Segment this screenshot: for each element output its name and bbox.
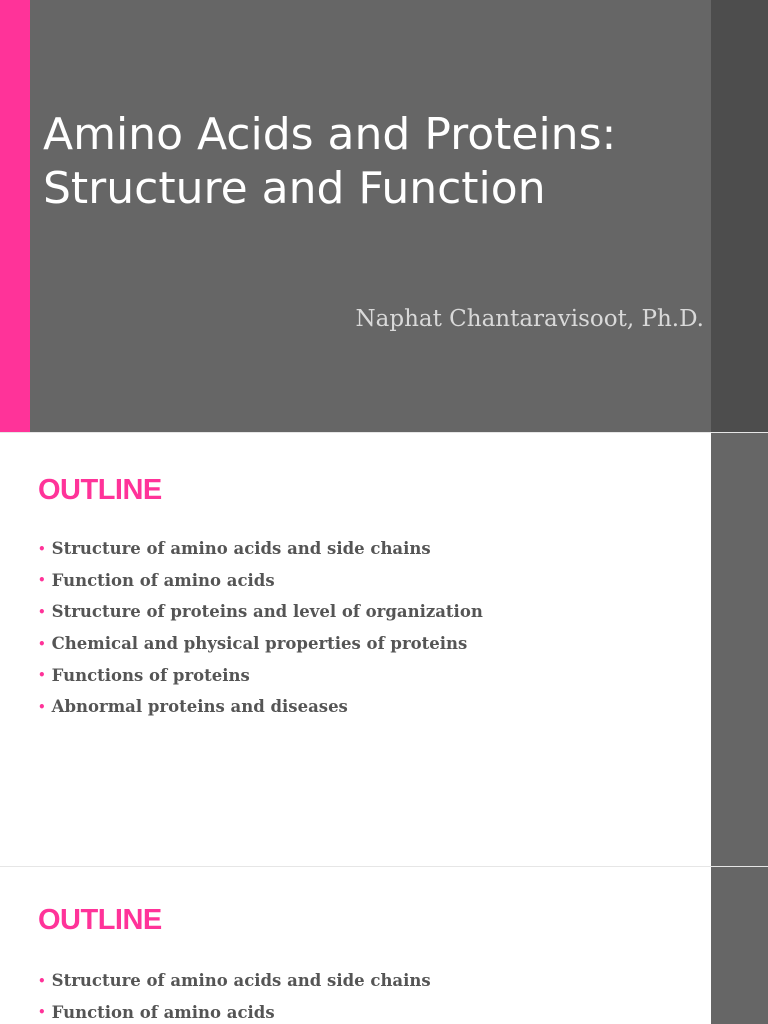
list-item-text: Structure of proteins and level of organization — [51, 602, 483, 622]
bullet-icon: • — [38, 1005, 46, 1020]
outline-list — [38, 533, 483, 723]
accent-bar — [0, 0, 30, 432]
list-item — [38, 565, 483, 597]
list-item-text: Function of amino acids — [51, 1002, 275, 1022]
list-item-text: Function of amino acids — [51, 570, 275, 590]
author-name: Naphat Chantaravisoot, Ph.D. — [355, 306, 704, 332]
side-bar — [711, 433, 768, 866]
list-item-text: Structure of amino acids and side chains — [51, 971, 431, 991]
slide-heading: OUTLINE — [38, 474, 162, 506]
list-item — [38, 997, 431, 1024]
outline-list — [38, 965, 431, 1024]
list-item — [38, 965, 431, 997]
list-item-text: Abnormal proteins and diseases — [51, 697, 348, 717]
bullet-icon: • — [38, 699, 46, 714]
list-item — [38, 659, 483, 691]
list-item-text: Chemical and physical properties of proteins — [51, 634, 468, 654]
bullet-icon: • — [38, 541, 46, 556]
slide-title — [43, 108, 703, 216]
bullet-icon: • — [38, 973, 46, 988]
list-item — [38, 596, 483, 628]
side-bar — [711, 0, 768, 432]
outline-slide — [0, 432, 768, 866]
list-item — [38, 533, 483, 565]
title-line-1: Amino Acids and Proteins: — [43, 109, 617, 160]
bullet-icon: • — [38, 668, 46, 683]
list-item-text: Structure of amino acids and side chains — [51, 539, 431, 559]
outline-slide — [0, 866, 768, 1024]
slide-heading: OUTLINE — [38, 904, 162, 936]
bullet-icon: • — [38, 573, 46, 588]
bullet-icon: • — [38, 604, 46, 619]
side-bar — [711, 867, 768, 1024]
list-item-text: Functions of proteins — [51, 665, 250, 685]
title-slide — [0, 0, 768, 432]
list-item — [38, 628, 483, 660]
bullet-icon: • — [38, 636, 46, 651]
list-item — [38, 691, 483, 723]
title-line-2: Structure and Function — [43, 163, 546, 214]
